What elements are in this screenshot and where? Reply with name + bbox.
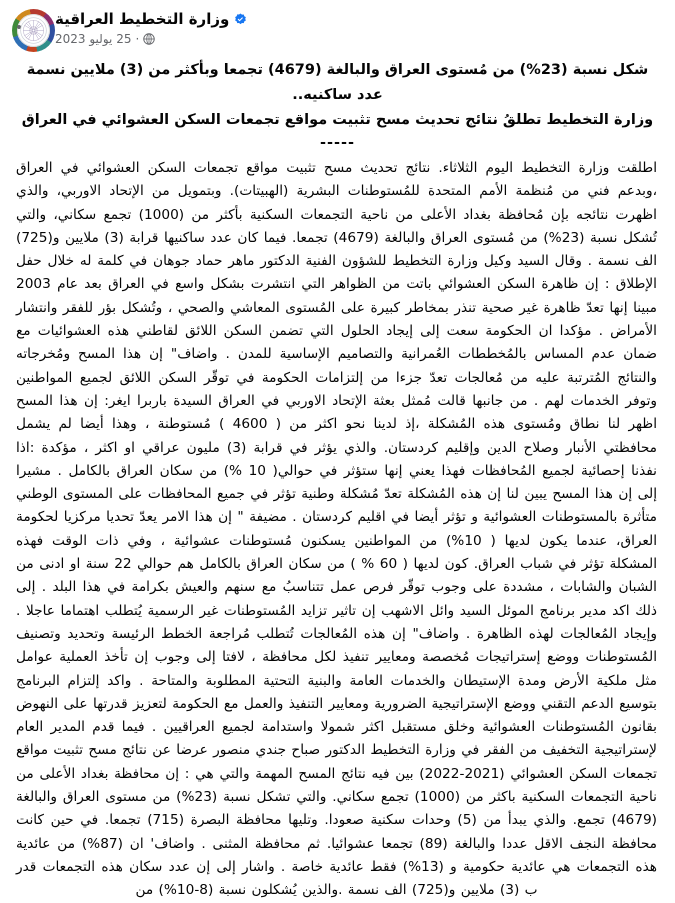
- post-body: [0, 153, 675, 903]
- ministry-of-planning-logo-icon: [20, 17, 47, 44]
- page-name[interactable]: وزارة التخطيط العراقية: [55, 10, 230, 28]
- post-header: [0, 0, 675, 52]
- title-divider-dashes: -----: [319, 135, 356, 151]
- post-body-text: اطلقت وزارة التخطيط اليوم الثلاثاء. نتائج تحديث مسح تثبيت مواقع تجمعات السكن العشوائي في العراق ،وبدعم فني من مُنظمة الأمم المتحدة للمُستوطنات البشرية (الهبيتات). وبتمويل من الإتحاد الاوربي، والذي اظهرت نتائجه بإن مُحافظة بغداد الأعلى من ناحية التجمعات السكنية بأكثر من (1000) تجمع سكاني، والتي تُشكل نسبة (23%) من مُستوى العراق والبالغة (4679) تجمعا. فيما كان عدد ساكنيها قرابة (3) ملايين و(725) الف نسمة . وقال السيد وكيل وزارة التخطيط للشؤون الفنية الدكتور ماهر حماد جوهان في كلمة له خلال حفل الإطلاق : إن ظاهرة السكن العشوائي باتت من الظواهر التي انتشرت بشكل واسع في العراق بعد عام 2003 مبينا إنها تعدّ ظاهرة غير صحية تنذر بمخاطر كبيرة على المُستوى المعاشي والصحي ، وتُشكل بؤر للفقر وانتشار الأمراض . مؤكدا ان الحكومة سعت إلى إيجاد الحلول التي تضمن السكن اللائق لقاطني هذه العشوائيات مع ضمان عدم المساس بالمُخططات العُمرانية والتصاميم الإساسية للمدن . واضاف" إن هذا المسح ومُخرجاته والنتائج المُترتبة عليه من مُعالجات تعدّ جزءا من إلتزامات الحكومة في توقّر السكن اللائق لجميع المواطنين وتوفر الخدمات لهم . من جانبها قالت مُمثل بعثة الإتحاد الاوربي في العراق السيدة باربرا ايغر: إن هذا المسح اظهر لنا نطاق ومُستوى هذه المُشكلة ،إذ لدينا نحو اكثر من ( 4600 ) مُستوطنة ، وهذا أيضا لم يشمل محافظتي الأنبار وصلاح الدين وإقليم كردستان. والذي يؤثر في قرابة (3) مليون عراقي او اكثر ، مؤكدة :اذا نفذنا إحصائية لجميع المُحافظات فهذا يعني إنها ستؤثر في حوالي( 10 %) من سكان العراق بالكامل . مشيرا إلى إن هذا المسح يبين لنا إن هذه المُشكلة تعدّ مُشكلة وطنية تؤثر في جميع المحافظات على المستوى الوطني متأثرة بالمستوطنات العشوائية و تؤثر أيضا في اقليم كردستان . مضيفة " إن هذا الامر يعدّ تحديا مركزيا لحكومة العراق، عندما يكون لديها ( 10%) من المواطنين يسكنون مُستوطنات عشوائية ، وفي ذات الوقت فهذه المشكلة تؤثر في شباب العراق. كون لديها ( 60 % ) من سكان العراق بالكامل هم حوالي 22 سنة او ادنى من الشبان والشابات ، مشددة على وجوب توقّر فرص عمل تتناسبُ مع سنهم والعيش بكرامة في هذا البلد . إلى ذلك اكد مدير برنامج الموئل السيد وائل الاشهب إن تاثير تزايد المُستوطنات غير الرسمية يُتطلب اهتماما عاجلا . وإيجاد المُعالجات لهذه الظاهرة . واضاف" إن هذه المُعالجات تُتطلب مُراجعة الخطط الرئيسة وتحديد وتصنيف المُستوطنات ووضع إستراتيجات مُخصصة ومعايير تنفيذ لكل محافظة ، لافتا إلى وجوب إن تأخذ العملية عوامل مثل ملكية الأرض ومدة الإستيطان والخدمات العامة والبنية التحتية المطلوبة والمتاحة . واكد إلتزام البرنامج بتوسيع الدعم التقني ووضع الإستراتيجية الضرورية ومعايير التنفيذ والعمل مع الحكومة لتعزيز قدرتها على النهوض بقانون المُستوطنات العشوائية وخلق مستقبل اكثر شمولا واستدامة لجميع العراقيين . فيما قدم المدير العام لإستراتيجية التخفيف من الفقر في وزارة التخطيط الدكتور صباح جندي منصور عرضا عن نتائج مسح تثبيت مواقع تجمعات السكن العشوائي (2021-2022) بين فيه نتائج المسح المهمة والتي هي : إن محافظة بغداد الأعلى من ناحية التجمعات السكنية باكثر من (1000) تجمع سكاني. والتي تشكل نسبة (23%) من مستوى العراق والبالغة (4679) تجمع. والذي يبدأ من (5) وحدات سكنية صعودا. وتليها محافظة البصرة (715) تجمعا. في حين كانت محافظة النجف الاقل عددا والبالغة (89) تجمعا عشوائيا. ثم محافظة المثنى . واضاف' ان (87%) من عائدية هذه التجمعات هي عائدية حكومية و (13%) فقط عائدية خاصة . واشار إلى إن عدد سكان هذه التجمعات قدر ب (3) ملايين و(725) الف نسمة .والذين يُشكلون نسبة (8-10%) من: [16, 160, 658, 899]
- header-text-block: [55, 8, 247, 47]
- post-title: [0, 52, 675, 153]
- post-title-line-1: شكل نسبة (23%) من مُستوى العراق والبالغة (4679) تجمعا وبأكثر من (3) ملايين نسمة عدد ساكنيه..: [26, 62, 649, 103]
- verified-badge-icon: [234, 13, 247, 26]
- post-title-line-2: وزارة التخطيط تطلقُ نتائج تحديث مسح تثبيت مواقع تجمعات السكن العشوائي في العراق: [21, 112, 654, 128]
- page-name-row: [55, 10, 247, 29]
- meta-separator: ·: [135, 32, 140, 46]
- globe-icon[interactable]: [143, 33, 155, 45]
- post-meta-row: [55, 31, 155, 47]
- post-timestamp[interactable]: 25 يوليو 2023: [55, 32, 132, 46]
